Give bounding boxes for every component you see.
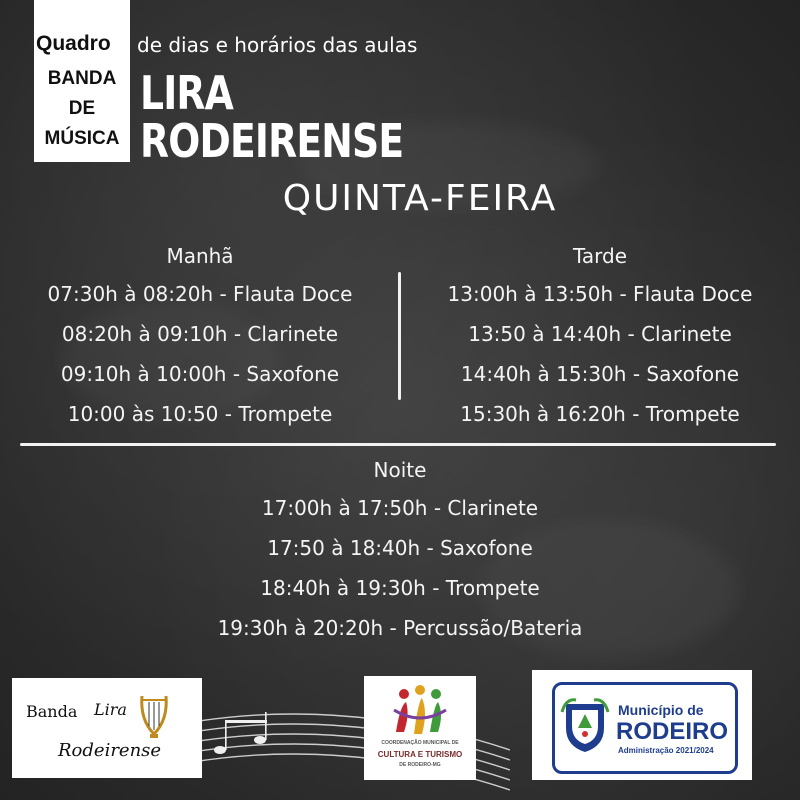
- cultura-line-3: DE RODEIRO-MG: [399, 762, 441, 768]
- schedule-line: 13:00h à 13:50h - Flauta Doce: [447, 282, 753, 306]
- band-name-lira: LIRA: [140, 66, 234, 120]
- section-divider: [20, 443, 776, 446]
- band-name-rodeirense: RODEIRENSE: [140, 114, 404, 168]
- schedule-line: 14:40h à 15:30h - Saxofone: [460, 362, 740, 386]
- cultura-line-2: CULTURA E TURISMO: [377, 750, 463, 759]
- logo-word-lira: Lira: [94, 700, 127, 719]
- day-title: QUINTA-FEIRA: [282, 178, 558, 219]
- municipio-line-2: RODEIRO: [616, 718, 729, 745]
- night-title: Noite: [373, 458, 427, 482]
- afternoon-title: Tarde: [572, 244, 628, 268]
- column-divider: [398, 272, 401, 400]
- cultura-line-1: COORDENAÇÃO MUNICIPAL DE: [381, 740, 459, 746]
- band-word-musica: MÚSICA: [44, 128, 120, 149]
- quadro-word: Quadro: [36, 32, 111, 55]
- morning-title: Manhã: [166, 244, 234, 268]
- logo-word-banda: Banda: [26, 702, 78, 721]
- cultura-turismo-logo: [364, 676, 476, 780]
- schedule-line: 10:00 às 10:50 - Trompete: [67, 402, 333, 426]
- dancers-icon: [390, 682, 450, 738]
- band-word-de: DE: [68, 98, 96, 119]
- morning-schedule: [10, 238, 390, 434]
- schedule-line: 17:00h à 17:50h - Clarinete: [261, 496, 539, 520]
- band-word-banda: BANDA: [47, 68, 117, 89]
- schedule-line: 09:10h à 10:00h - Saxofone: [60, 362, 340, 386]
- schedule-line: 18:40h à 19:30h - Trompete: [260, 576, 540, 600]
- schedule-line: 19:30h à 20:20h - Percussão/Bateria: [217, 616, 583, 640]
- schedule-line: 07:30h à 08:20h - Flauta Doce: [47, 282, 353, 306]
- schedule-line: 13:50 à 14:40h - Clarinete: [468, 322, 732, 346]
- coat-of-arms-icon: [560, 694, 610, 754]
- municipio-line-3: Administração 2021/2024: [618, 746, 714, 755]
- schedule-line: 08:20h à 09:10h - Clarinete: [61, 322, 339, 346]
- logo-word-rodeirense: Rodeirense: [58, 740, 162, 761]
- night-schedule: [200, 452, 600, 648]
- lyre-icon: [136, 690, 172, 740]
- afternoon-schedule: [410, 238, 790, 434]
- schedule-line: 17:50 à 18:40h - Saxofone: [267, 536, 533, 560]
- municipio-line-1: Município de: [618, 702, 704, 718]
- municipio-rodeiro-logo: [532, 670, 752, 780]
- header-subtitle: de dias e horários das aulas: [137, 33, 418, 57]
- banda-lira-logo: [12, 678, 202, 778]
- schedule-line: 15:30h à 16:20h - Trompete: [460, 402, 740, 426]
